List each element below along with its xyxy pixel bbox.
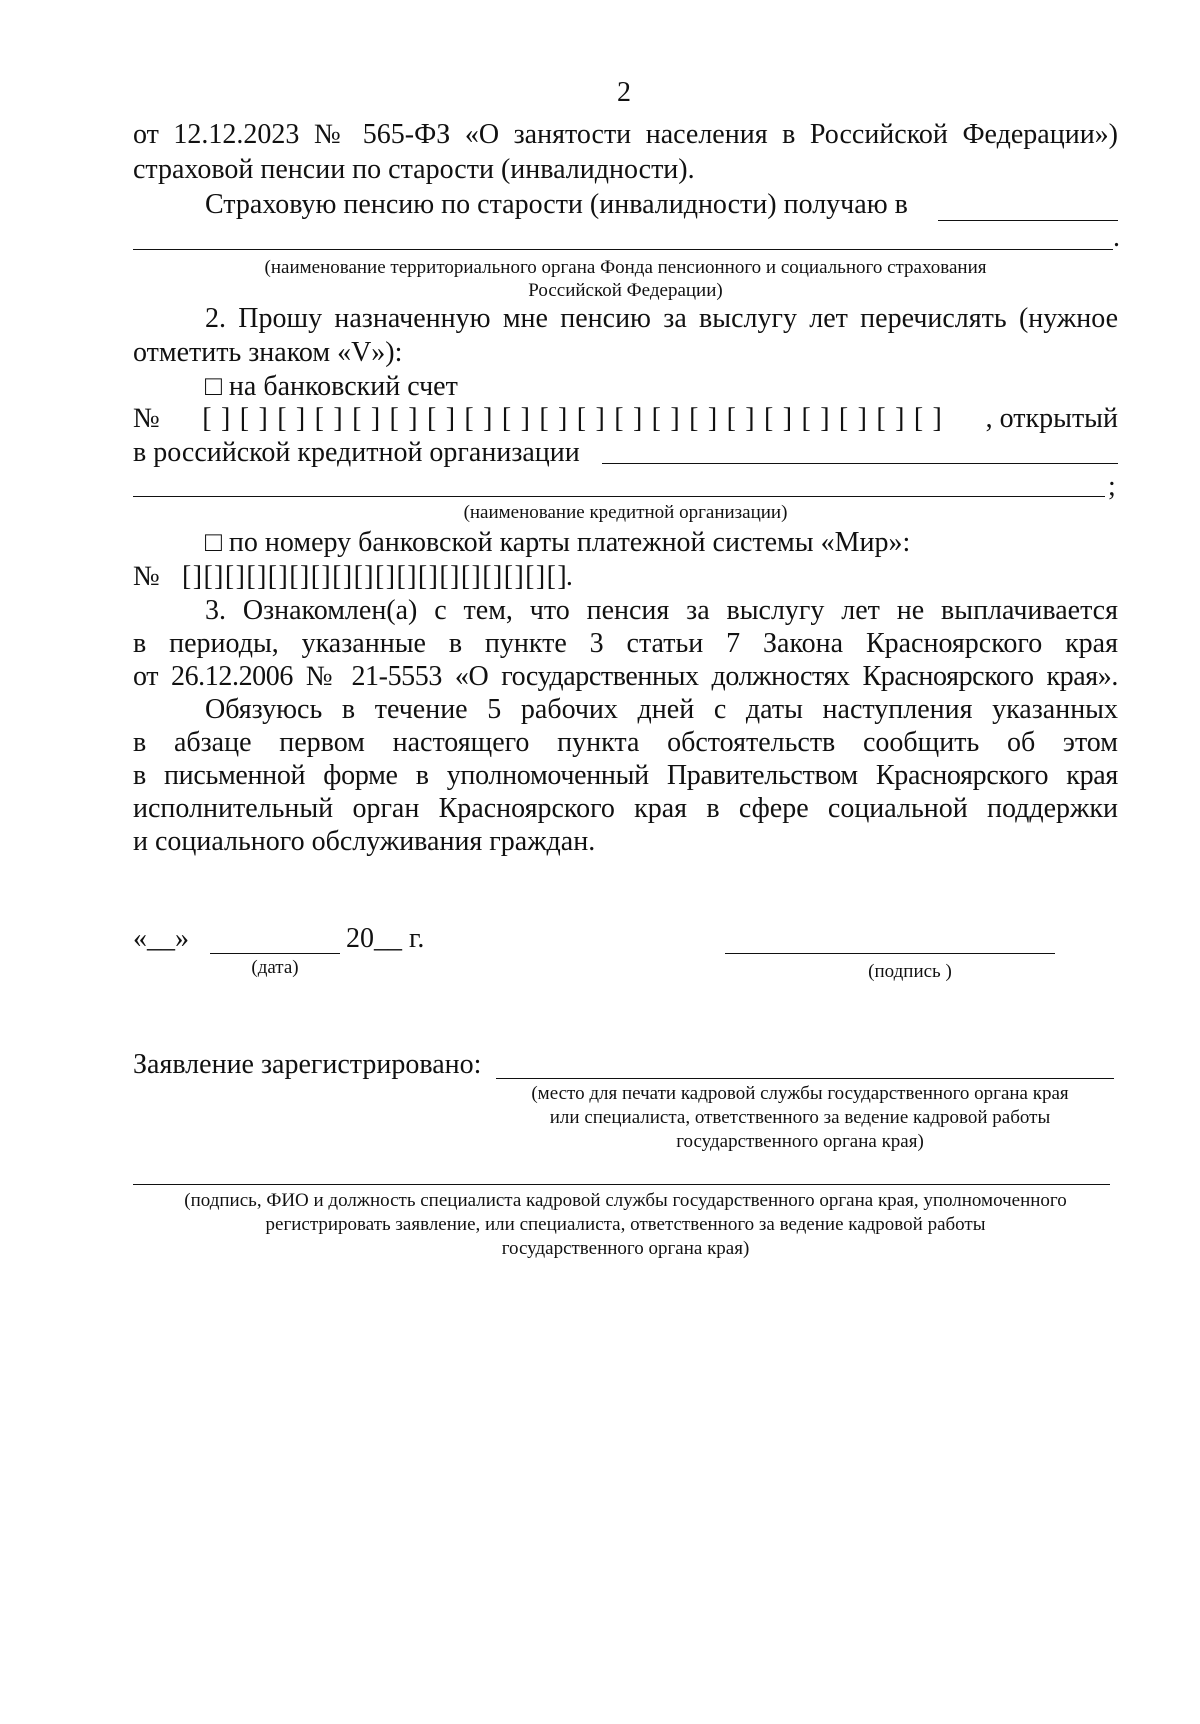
pension-receiver-fill-line-2[interactable] <box>133 249 1113 250</box>
card-option[interactable]: □ по номеру банковской карты платежной системы «Мир»: <box>205 527 911 558</box>
signature-caption: (подпись ) <box>868 961 952 982</box>
date-year-field[interactable]: 20__ г. <box>346 923 425 954</box>
top-para-line-2: страховой пенсии по старости (инвалидности). <box>133 154 695 185</box>
specialist-caption-1: (подпись, ФИО и должность специалиста кадровой службы государственного органа края, уполномоченного <box>184 1190 1067 1211</box>
pension-receiver-caption-1: (наименование территориального органа Фонда пенсионного и социального страхования <box>264 257 987 278</box>
card-number-prefix: № <box>133 561 160 592</box>
top-para-line-1: от 12.12.2023 № 565-ФЗ «О занятости населения в Российской Федерации») <box>133 119 1118 150</box>
item3-line-5: в абзаце первом настоящего пункта обстоятельств сообщить об этом <box>133 727 1118 758</box>
pension-receiver-text: Страховую пенсию по старости (инвалидности) получаю в <box>205 189 908 220</box>
item2-line-2: отметить знаком «V»): <box>133 337 403 368</box>
card-number-boxes[interactable]: [ ] [ ] [ ] [ ] [ ] [ ] [ ] [ ] [ ] [ ] [ ] [ ] [ ] [ ] [ ] [ ] [ ] [ ]. <box>182 561 573 592</box>
bank-name-label: в российской кредитной организации <box>133 437 580 468</box>
bank-account-option[interactable]: □ на банковский счет <box>205 371 458 402</box>
account-number-prefix: № <box>133 403 160 434</box>
date-day-field[interactable]: «__» <box>133 923 189 954</box>
registration-caption-3: государственного органа края) <box>676 1131 924 1152</box>
registration-caption-2: или специалиста, ответственного за ведение кадровой работы <box>549 1107 1051 1128</box>
page-number: 2 <box>617 77 631 108</box>
registration-caption-1: (место для печати кадровой службы государственного органа края <box>531 1083 1069 1104</box>
item3-line-7: исполнительный орган Красноярского края в сфере социальной поддержки <box>133 793 1118 824</box>
specialist-caption-2: регистрировать заявление, или специалиста, ответственного за ведение кадровой работы <box>265 1214 986 1235</box>
pension-receiver-fill-line[interactable] <box>938 220 1118 221</box>
registration-label: Заявление зарегистрировано: <box>133 1049 482 1080</box>
item3-line-6: в письменной форме в уполномоченный Правительством Красноярского края <box>133 760 1118 791</box>
specialist-caption-3: государственного органа края) <box>501 1238 750 1259</box>
item3-line-2: в периоды, указанные в пункте 3 статьи 7 Закона Красноярского края <box>133 628 1118 659</box>
account-number-suffix: , открытый <box>985 403 1118 434</box>
item3-line-8: и социального обслуживания граждан. <box>133 826 596 857</box>
signature-fill-line[interactable] <box>725 953 1055 954</box>
account-number-boxes[interactable]: [ ] [ ] [ ] [ ] [ ] [ ] [ ] [ ] [ ] [ ] [ ] [ ] [ ] [ ] [ ] [ ] [ ] [ ] [ ] [ ] <box>202 403 944 434</box>
item3-line-4: Обязуюсь в течение 5 рабочих дней с даты наступления указанных <box>205 694 1118 725</box>
bank-name-fill-line-2[interactable] <box>133 496 1105 497</box>
pension-receiver-caption-2: Российской Федерации) <box>528 280 723 301</box>
date-caption: (дата) <box>251 957 299 978</box>
item2-line-1: 2. Прошу назначенную мне пенсию за выслугу лет перечислять (нужное <box>205 303 1118 334</box>
date-month-fill-line[interactable] <box>210 953 340 954</box>
semicolon-mark: ; <box>1108 471 1116 502</box>
item3-line-1: 3. Ознакомлен(а) с тем, что пенсия за выслугу лет не выплачивается <box>205 595 1118 626</box>
item3-line-3: от 26.12.2006 № 21-5553 «О государственных должностях Красноярского края». <box>133 661 1118 692</box>
registration-fill-line[interactable] <box>496 1078 1114 1079</box>
specialist-fill-line[interactable] <box>133 1184 1110 1185</box>
bank-name-caption: (наименование кредитной организации) <box>463 502 788 523</box>
bank-account-number-row <box>133 402 1118 436</box>
bank-name-fill-line[interactable] <box>602 463 1118 464</box>
period-mark: . <box>1113 222 1120 253</box>
